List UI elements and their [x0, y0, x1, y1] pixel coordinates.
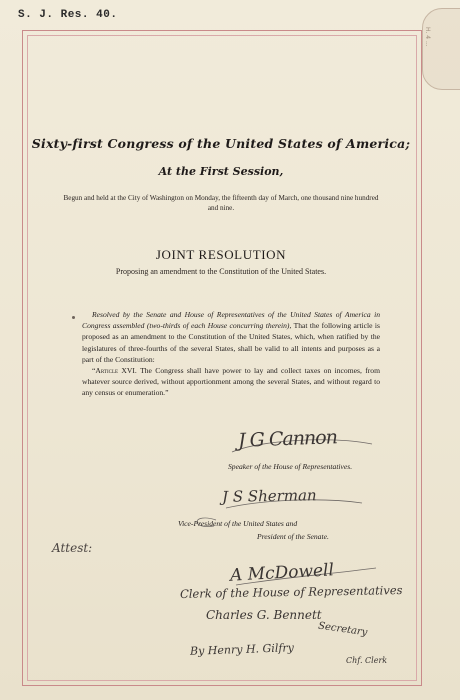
session-heading: At the First Session,: [158, 165, 284, 178]
article-text: The Congress shall have power to lay and collect taxes on incomes, from whatever source derived, without apportionment among the several States, and without regard to any census or enumeration.”: [82, 366, 380, 398]
president-of-senate-title: President of the Senate.: [257, 532, 329, 541]
margin-dot: [72, 316, 75, 319]
archive-stamp-text: H. 4 ...: [424, 27, 431, 47]
vice-president-title: Vice-President of the United States and: [178, 519, 298, 528]
vice-president-signature: J S Sherman: [221, 486, 317, 506]
archive-stamp: [422, 8, 460, 90]
secretary-signature: Charles G. Bennett: [206, 608, 322, 622]
chief-clerk-signature: By Henry H. Gilfry: [189, 641, 295, 658]
secretary-title: Secretary: [317, 620, 369, 639]
joint-resolution-subtitle: Proposing an amendment to the Constitution of the United States.: [115, 267, 327, 276]
resolved-clause: Resolved by the Senate and House of Representatives of the United States of America in Congress assembled (two-thirds of each House concurring therein),: [82, 310, 380, 331]
session-begun-text: Begun and held at the City of Washington on Monday, the fifteenth day of March, one thousand nine hundred and nine.: [63, 194, 379, 212]
attest-label: Attest:: [52, 541, 93, 555]
article-label: “Article XVI.: [92, 366, 137, 376]
resolution-body-text: That the following article is proposed as an amendment to the Constitution of the United States, which, when ratified by the legislatures of three-fourths of the several States, shall be valid to all intents and purposes as a part of the Constitution:: [82, 321, 380, 364]
clerk-signature: A McDowell: [229, 560, 335, 586]
speaker-signature: J G Cannon: [237, 426, 338, 452]
resolution-number: S. J. Res. 40.: [18, 9, 118, 21]
clerk-title: Clerk of the House of Representatives: [179, 583, 403, 601]
congress-heading: Sixty-first Congress of the United States of America;: [31, 136, 411, 151]
joint-resolution-title: JOINT RESOLUTION: [155, 247, 287, 262]
resolution-body: [82, 309, 380, 399]
speaker-title: Speaker of the House of Representatives.: [228, 462, 353, 471]
chief-clerk-title: Chf. Clerk: [346, 656, 388, 665]
